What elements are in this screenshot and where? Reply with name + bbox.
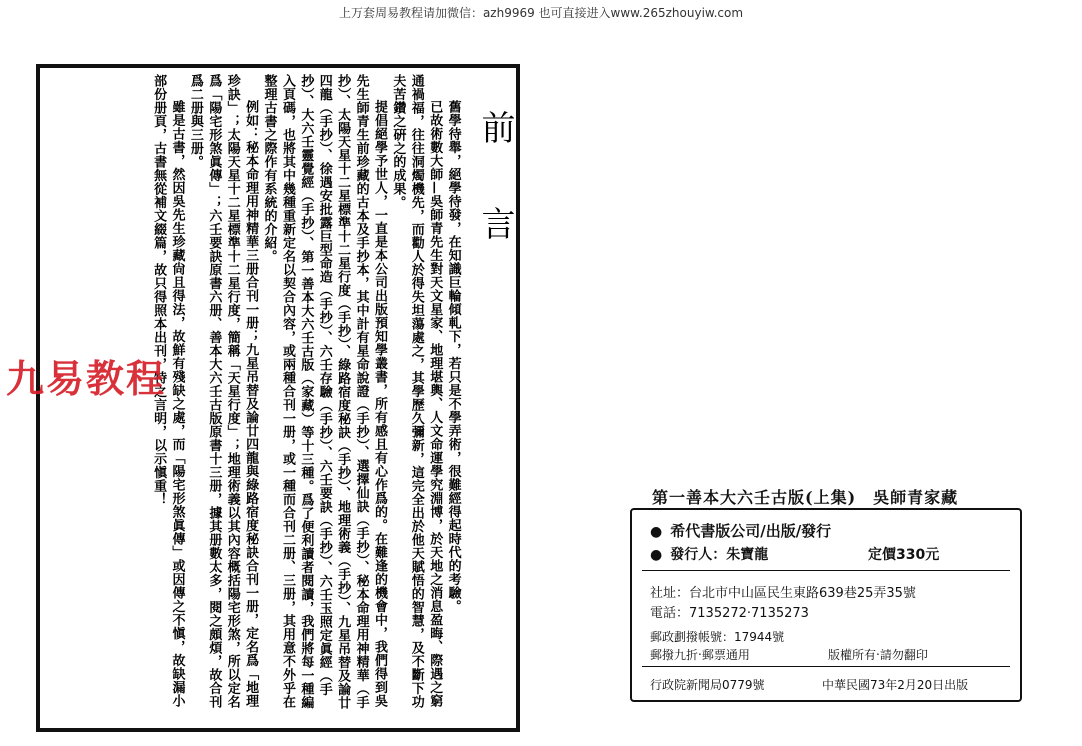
top-banner-text: 上万套周易教程请加微信：azh9969 也可直接进入www.265zhouyiw.com [338, 6, 744, 20]
bullet-icon: ● [650, 547, 663, 563]
bullet-icon: ● [650, 524, 663, 540]
colophon-book-title: 第一善本大六壬古版(上集) 吳師青家藏 [652, 488, 959, 507]
preface-paragraph-5: 雖是古書，然因吳先生珍藏尙且得法，故鮮有殘缺之處，而「陽宅形煞眞傳」或因傳之不愼，故缺漏小部份册頁，古書無從補文綴篇，故只得照本出刊，特之言明，以示愼重！ [151, 74, 185, 708]
postal-note-text: 郵撥九折‧郵票通用 [650, 648, 750, 662]
license-text: 行政院新聞局0779號 [650, 678, 765, 692]
preface-title: 前 言 [475, 110, 515, 254]
address-text: 社址：台北市中山區民生東路639巷25弄35號 [650, 586, 916, 601]
preface-paragraph-1: 舊學待舉，絕學待發，在知識巨輪傾軋下，若只是不學弄術，很難經得起時代的考驗。 [445, 100, 461, 613]
preface-paragraph-4: 例如：秘本命理用神精華三册合刊一册；九星吊替及論廿四龍與綠路宿度秘訣合刊一册，定名爲「地理珍訣」；太陽天星十二星標準十二星行度，簡稱「天星行度」；地理術義以其內容概括陽宅形煞，所以定名爲「陽宅形煞眞傳」；六壬要訣原書六册、善本大六壬古版原書十三册，據其册數太多，閱之頗煩，故合刊爲二册與三册。 [187, 74, 259, 709]
colophon-box [630, 508, 1022, 702]
postal-account-text: 郵政劃撥帳號：17944號 [650, 630, 785, 644]
preface-paragraph-2: 已故術數大師—吳師青先生對天文星家、地理堪輿、人文命運學究淵博，於天地之消息盈晦、際遇之窮通禍福，往往洞燭機先，而勸人於得失坦蕩處之，其學歷久彌新，這完全出於他天賦悟的智慧，及不斷下功夫苦鑽之硏之的成果。 [390, 74, 443, 709]
divider [642, 570, 1010, 571]
rights-text: 版權所有‧請勿翻印 [828, 648, 928, 662]
publisher-text: 希代書版公司/出版/發行 [670, 522, 832, 540]
preface-paragraph-3: 提倡絕學予世人，一直是本公司出版預知學叢書，所有感且有心作爲的。在難逢的機會中，我們得到吳先生師青生前珍藏的古本及手抄本，其中計有星命說證（手抄）、選擇仙訣（手抄）、秘本命理用神精華（手抄）、太陽天星十二星標準十二星行度（手抄）、綠路宿度秘訣（手抄）、地理術義（手抄）、九星吊替及論廿四龍（手抄）、徐遇安批露巨型命造（手抄）、六壬存驗（手抄）、六壬要訣（手抄）、六壬玉照定眞經（手抄）、大六壬靈覺經（手抄）、第一善本大六壬古版（家藏）等十三種。爲了便利讀者閱讀，我們將每一種編入頁碼，也將其中幾種重新定名以契合內容，或兩種合刊一册，或一種而合刊二册、三册，其用意不外乎在整理古書之際作有系統的介紹。 [261, 74, 387, 710]
publisher-line [650, 520, 831, 541]
issuer-line [650, 544, 768, 564]
issuer-text: 發行人：朱寶龍 [670, 547, 769, 563]
divider [642, 666, 1010, 667]
publish-date-text: 中華民國73年2月20日出版 [822, 678, 969, 692]
phone-text: 電話：7135272‧7135273 [650, 606, 809, 621]
price-text: 定價330元 [868, 547, 940, 563]
watermark-logo: 九易教程 [6, 357, 167, 401]
